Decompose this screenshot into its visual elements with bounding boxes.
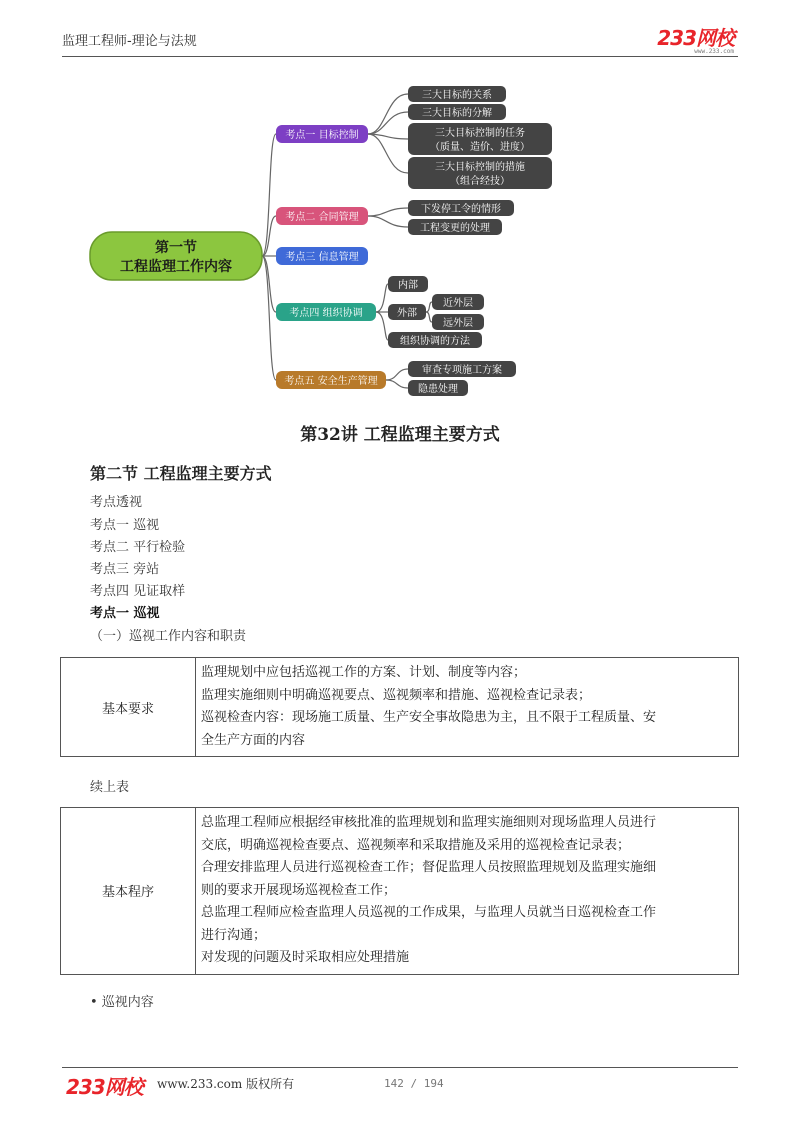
point-3-label: 考点三 信息管理	[285, 252, 359, 263]
outline-item: 考点四 见证取样	[90, 584, 186, 599]
table-line: 总监理工程师应根据经审核批准的监理规划和监理实施细则对现场监理人员进行	[201, 815, 657, 830]
logo-text: 233网校	[657, 26, 734, 50]
table-line: 监理规划中应包括巡视工作的方案、计划、制度等内容；	[201, 665, 527, 680]
leaf-label: 审查专项施工方案	[422, 365, 502, 376]
outline-item: 考点二 平行检验	[90, 540, 186, 555]
table-line: 合理安排监理人员进行巡视检查工作；督促监理人员按照监理规划及监理实施细	[201, 860, 657, 875]
leaf-label: 隐患处理	[418, 384, 458, 395]
leaf-label: 内部	[398, 280, 418, 291]
current-point: 考点一 巡视	[90, 606, 160, 621]
leaf-label: 工程变更的处理	[420, 223, 490, 234]
table-line: 进行沟通；	[201, 927, 267, 943]
root-line2: 工程监理工作内容	[120, 259, 232, 275]
footer-logo: 233网校	[66, 1075, 143, 1099]
leaf-label: 近外层	[443, 298, 473, 309]
brand-logo	[657, 22, 734, 55]
mind-map	[86, 84, 566, 404]
table-line: 巡视检查内容：现场施工质量、生产安全事故隐患为主，且不限于工程质量、安	[201, 710, 657, 725]
requirements-table	[60, 657, 739, 757]
table-line: 全生产方面的内容	[201, 732, 306, 748]
table-label: 基本程序	[61, 808, 196, 975]
outline-item: 考点一 巡视	[90, 518, 160, 533]
root-line1: 第一节	[155, 240, 197, 256]
procedures-table	[60, 807, 739, 975]
table-line: 总监理工程师应检查监理人员巡视的工作成果，与监理人员就当日巡视检查工作	[201, 905, 657, 920]
table-line: 则的要求开展现场巡视检查工作；	[201, 882, 397, 898]
leaf-label: 三大目标的关系	[422, 90, 492, 101]
point-5-label: 考点五 安全生产管理	[284, 376, 378, 387]
header-title: 监理工程师-理论与法规	[62, 34, 197, 49]
point-4-label: 考点四 组织协调	[289, 308, 363, 319]
leaf-label: 组织协调的方法	[400, 336, 470, 347]
leaf-label: 下发停工令的情形	[421, 204, 501, 215]
footer-site: www.233.com 版权所有	[157, 1077, 295, 1091]
table-body	[196, 808, 739, 975]
table-label: 基本要求	[61, 658, 196, 757]
leaf-label: （组合经技）	[450, 176, 510, 187]
lecture-title: 第32讲 工程监理主要方式	[300, 425, 500, 445]
leaf-label: 远外层	[443, 318, 473, 329]
table-body	[196, 658, 739, 757]
logo-url: www.233.com	[694, 48, 734, 55]
table-line: 交底，明确巡视检查要点、巡视频率和采取措施及采用的巡视检查记录表；	[201, 837, 631, 853]
section-title: 第二节 工程监理主要方式	[90, 464, 272, 483]
bullet-item: • 巡视内容	[90, 995, 154, 1010]
leaf-label: 三大目标控制的措施	[435, 162, 525, 173]
table-line: 对发现的问题及时采取相应处理措施	[201, 950, 410, 965]
leaf-label: （质量、造价、进度）	[430, 142, 530, 153]
continued-label: 续上表	[90, 780, 130, 795]
leaf-label: 三大目标的分解	[422, 108, 492, 119]
leaf-label: 外部	[397, 308, 417, 319]
leaf-label: 三大目标控制的任务	[435, 128, 525, 139]
point-1-label: 考点一 目标控制	[285, 130, 359, 141]
page-number: 142 / 194	[384, 1077, 444, 1090]
outline-heading: 考点透视	[90, 495, 143, 510]
table-line: 监理实施细则中明确巡视要点、巡视频率和措施、巡视检查记录表；	[201, 687, 592, 703]
subheading: （一）巡视工作内容和职责	[90, 629, 247, 644]
point-2-label: 考点二 合同管理	[285, 212, 359, 223]
footer-rule	[62, 1067, 738, 1068]
outline-item: 考点三 旁站	[90, 562, 160, 577]
header-rule	[62, 56, 738, 57]
